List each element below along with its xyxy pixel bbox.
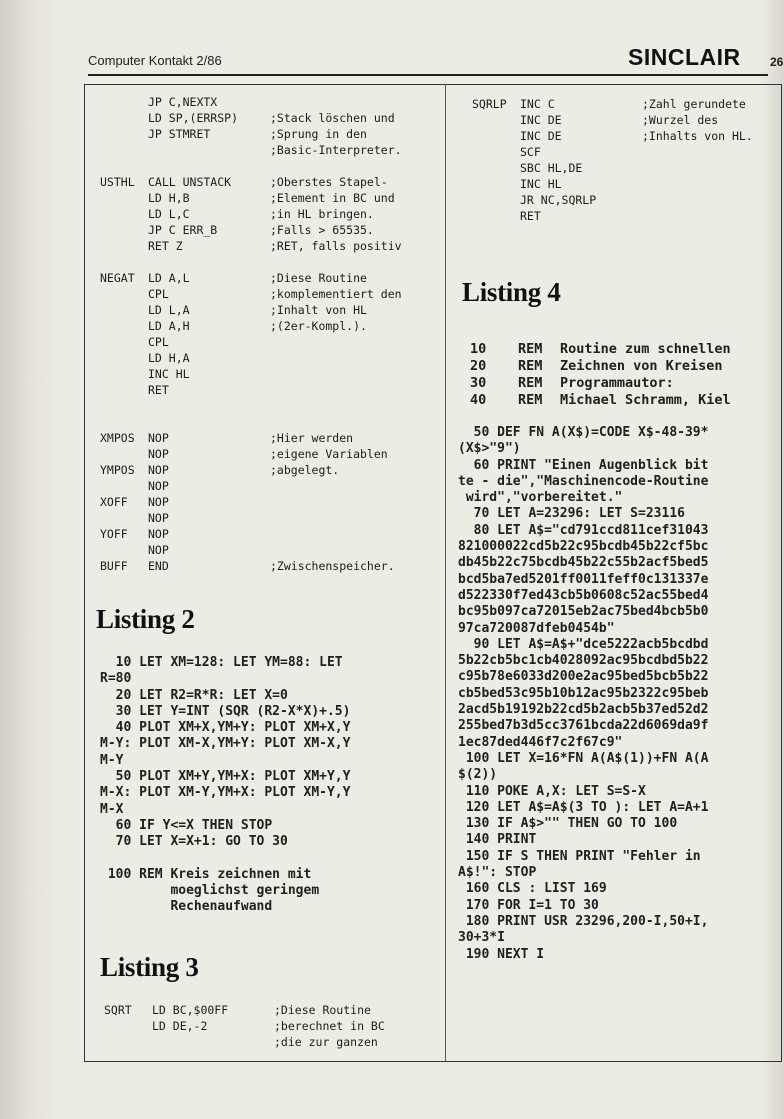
code-line: [100, 286, 402, 302]
basic-line: 100 REM Kreis zeichnen mit: [100, 866, 312, 882]
code-label: [472, 208, 520, 224]
code-line: [100, 350, 402, 366]
rem-keyword: REM: [518, 358, 543, 374]
code-comment: ;Diese Routine: [270, 271, 367, 285]
basic-line: 150 IF S THEN PRINT "Fehler in: [458, 848, 701, 864]
rem-keyword: REM: [518, 375, 543, 391]
code-label: [100, 334, 148, 350]
code-instruction: NOP: [148, 495, 169, 509]
code-label: XMPOS: [100, 431, 135, 445]
basic-line: 120 LET A$=A$(3 TO ): LET A=A+1: [458, 799, 709, 815]
basic-line: 130 IF A$>"" THEN GO TO 100: [458, 816, 678, 832]
code-label: [104, 1034, 152, 1050]
basic-line: M-Y: [100, 752, 124, 768]
code-instruction: LD DE,-2: [152, 1019, 208, 1033]
code-group: [100, 174, 402, 254]
basic-line: 30+3*I: [458, 930, 505, 946]
code-comment: ;Inhalt von HL: [270, 303, 367, 317]
code-label: [100, 190, 148, 206]
code-line: [100, 270, 402, 286]
rem-line: [470, 341, 731, 358]
code-line: [100, 334, 402, 350]
basic-line: 160 CLS : LIST 169: [458, 881, 607, 897]
code-instruction: [148, 398, 270, 414]
basic-line: db45b22c75bcdb45b22c55b2acf5bed5: [458, 555, 709, 571]
code-line: [104, 1018, 385, 1034]
code-label: [100, 366, 148, 382]
code-line: [100, 382, 402, 398]
page-number: 26: [770, 55, 784, 69]
code-comment: ;Hier werden: [270, 431, 354, 445]
basic-line: bc95b097ca72015eb2ac75bed4bcb5b0: [458, 604, 709, 620]
assembler-listing-1: [100, 94, 402, 590]
code-line: [100, 526, 402, 542]
code-line: [100, 94, 402, 110]
code-instruction: LD L,A: [148, 303, 190, 317]
code-line: [100, 110, 402, 126]
column-divider: [445, 84, 446, 1062]
code-comment: ;in HL bringen.: [270, 207, 374, 221]
code-instruction: INC HL: [520, 177, 562, 191]
code-line: [472, 112, 753, 128]
code-instruction: END: [148, 559, 169, 573]
code-line: [472, 176, 753, 192]
code-instruction: [152, 1034, 274, 1050]
assembler-listing-continued: [472, 96, 753, 224]
basic-line: 50 DEF FN A(X$)=CODE X$-48-39*: [458, 425, 709, 440]
code-instruction: [148, 142, 270, 158]
code-line: [104, 1034, 385, 1050]
code-label: [472, 144, 520, 160]
code-instruction: NOP: [148, 543, 169, 557]
code-line: [100, 174, 402, 190]
basic-line: c95b78e6033d200e2ac95bed5bcb5b22: [458, 669, 709, 685]
basic-line: moeglichst geringem: [100, 883, 320, 899]
code-label: [472, 160, 520, 176]
code-label: NEGAT: [100, 271, 135, 285]
basic-line: 180 PRINT USR 23296,200-I,50+I,: [458, 913, 709, 929]
code-comment: ;Sprung in den: [270, 127, 367, 141]
code-instruction: LD BC,$00FF: [152, 1003, 229, 1017]
code-label: YMPOS: [100, 463, 135, 477]
basic-line: 50 PLOT XM+Y,YM+X: PLOT XM+Y,Y: [100, 769, 351, 785]
code-comment: ;Stack löschen und: [270, 111, 395, 125]
rem-line: [470, 392, 731, 409]
code-line: [100, 222, 402, 238]
code-line: [104, 1002, 385, 1018]
rem-line: [470, 375, 731, 392]
code-group: [100, 94, 402, 158]
code-instruction: LD A,H: [148, 319, 190, 333]
code-line: [100, 206, 402, 222]
code-group: [100, 430, 402, 574]
code-comment: ;Wurzel des: [642, 113, 719, 127]
code-instruction: LD H,A: [148, 351, 190, 365]
magazine-issue: Computer Kontakt 2/86: [88, 53, 222, 68]
code-instruction: SCF: [520, 145, 541, 159]
code-line: [100, 462, 402, 478]
code-label: XOFF: [100, 495, 128, 509]
code-label: [100, 222, 148, 238]
code-label: [100, 110, 148, 126]
code-line: [472, 192, 753, 208]
basic-line: cb5bed53c95b10b12ac95b2322c95beb: [458, 685, 709, 701]
code-label: [100, 398, 148, 414]
code-label: [100, 510, 148, 526]
code-instruction: NOP: [148, 511, 169, 525]
basic-line: 70 LET A=23296: LET S=23116: [458, 506, 685, 522]
listing-4-title: Listing 4: [462, 277, 561, 307]
code-comment: ;die zur ganzen: [274, 1035, 378, 1049]
code-line: [100, 318, 402, 334]
rem-text: Programmautor:: [560, 375, 674, 391]
basic-line: 10 LET XM=128: LET YM=88: LET: [100, 655, 343, 670]
code-comment: ;abgelegt.: [270, 463, 340, 477]
code-label: SQRLP: [472, 97, 507, 111]
basic-line: 821000022cd5b22c95bcdb45b22cf5bc: [458, 539, 709, 555]
code-label: [104, 1018, 152, 1034]
basic-line: 100 LET X=16*FN A(A$(1))+FN A(A: [458, 750, 709, 766]
code-line: [100, 542, 402, 558]
code-comment: ;komplementiert den: [270, 287, 402, 301]
code-instruction: CALL UNSTACK: [148, 175, 232, 189]
listing-2-code: [100, 655, 350, 916]
basic-line: bcd5ba7ed5201ff0011feff0c131337e: [458, 571, 709, 587]
basic-line: Rechenaufwand: [100, 899, 273, 915]
code-label: [472, 128, 520, 144]
code-label: [100, 206, 148, 222]
code-instruction: JP C ERR_B: [148, 223, 218, 237]
rem-keyword: REM: [518, 341, 543, 357]
code-line: [100, 302, 402, 318]
code-line: [472, 96, 753, 112]
code-label: [472, 192, 520, 208]
basic-line: 80 LET A$="cd791ccd811cef31043: [458, 522, 709, 538]
code-line: [100, 126, 402, 142]
basic-line: 30 LET Y=INT (SQR (R2-X*X)+.5): [100, 703, 351, 719]
basic-line: $(2)): [458, 767, 498, 783]
code-instruction: JR NC,SQRLP: [520, 193, 597, 207]
code-line: [100, 478, 402, 494]
code-comment: ;Diese Routine: [274, 1003, 371, 1017]
code-instruction: NOP: [148, 431, 169, 445]
line-number: 20: [470, 358, 487, 374]
code-group: [100, 270, 402, 414]
code-line: [472, 144, 753, 160]
basic-line: 20 LET R2=R*R: LET X=0: [100, 687, 288, 703]
code-instruction: JP STMRET: [148, 127, 211, 141]
basic-line: te - die","Maschinencode-Routine: [458, 473, 709, 489]
basic-line: wird","vorbereitet.": [458, 490, 623, 506]
code-instruction: INC C: [520, 97, 555, 111]
code-instruction: INC DE: [520, 129, 562, 143]
code-line: [100, 366, 402, 382]
basic-line: 60 IF Y<=X THEN STOP: [100, 817, 273, 833]
code-line: [100, 142, 402, 158]
code-comment: ;Zahl gerundete: [642, 97, 746, 111]
code-instruction: LD A,L: [148, 271, 190, 285]
section-title: SINCLAIR: [628, 44, 741, 70]
basic-line: 70 LET X=X+1: GO TO 30: [100, 834, 288, 850]
basic-line: [100, 851, 350, 867]
code-instruction: CPL: [148, 335, 169, 349]
page-header: [88, 44, 784, 74]
code-label: [100, 142, 148, 158]
code-comment: ;eigene Variablen: [270, 447, 388, 461]
rem-line: [470, 358, 731, 375]
code-label: [100, 302, 148, 318]
header-rule: [88, 74, 768, 76]
code-instruction: SBC HL,DE: [520, 161, 583, 175]
basic-line: M-X: PLOT XM-Y,YM+X: PLOT XM-Y,Y: [100, 785, 351, 801]
code-instruction: LD H,B: [148, 191, 190, 205]
code-label: [100, 542, 148, 558]
code-instruction: NOP: [148, 479, 169, 493]
basic-line: M-Y: PLOT XM-X,YM+Y: PLOT XM-X,Y: [100, 736, 351, 752]
basic-line: 1ec87ded446f7c2f67c9": [458, 734, 623, 750]
code-label: BUFF: [100, 559, 128, 573]
code-label: [472, 176, 520, 192]
basic-line: 90 LET A$=A$+"dce5222acb5bcdbd: [458, 636, 709, 652]
line-number: 10: [470, 341, 487, 357]
code-comment: ;Zwischenspeicher.: [270, 559, 395, 573]
code-instruction: NOP: [148, 447, 169, 461]
listing-3-title: Listing 3: [100, 952, 199, 982]
basic-line: 2acd5b19192b22cd5b2acb5b37ed52d2: [458, 702, 709, 718]
basic-line: d522330f7ed43cb5b0608c52ac55bed4: [458, 587, 709, 603]
code-line: [100, 558, 402, 574]
code-line: [100, 446, 402, 462]
code-instruction: NOP: [148, 463, 169, 477]
rem-text: Michael Schramm, Kiel: [560, 392, 731, 408]
code-comment: ;RET, falls positiv: [270, 239, 402, 253]
code-line: [472, 208, 753, 224]
code-label: [100, 350, 148, 366]
code-line: [100, 398, 402, 414]
basic-line: A$!": STOP: [458, 865, 537, 881]
rem-keyword: REM: [518, 392, 543, 408]
code-label: [100, 238, 148, 254]
line-number: 30: [470, 375, 487, 391]
code-instruction: LD L,C: [148, 207, 190, 221]
code-line: [100, 510, 402, 526]
code-line: [100, 238, 402, 254]
code-label: [100, 446, 148, 462]
code-instruction: CPL: [148, 287, 169, 301]
listing-2-title: Listing 2: [96, 604, 195, 634]
code-label: [100, 126, 148, 142]
code-instruction: JP C,NEXTX: [148, 95, 218, 109]
code-instruction: RET Z: [148, 239, 183, 253]
code-comment: ;Element in BC und: [270, 191, 395, 205]
code-label: [100, 286, 148, 302]
basic-line: R=80: [100, 671, 132, 687]
basic-line: M-X: [100, 801, 124, 817]
basic-line: 5b22cb5bc1cb4028092ac95bcdbd5b22: [458, 653, 709, 669]
code-label: [472, 112, 520, 128]
line-number: 40: [470, 392, 487, 408]
basic-line: 110 POKE A,X: LET S=S-X: [458, 783, 646, 799]
code-line: [472, 160, 753, 176]
code-label: [100, 382, 148, 398]
basic-line: 60 PRINT "Einen Augenblick bit: [458, 457, 709, 473]
code-line: [100, 430, 402, 446]
basic-line: 140 PRINT: [458, 832, 537, 848]
code-comment: ;(2er-Kompl.).: [270, 319, 367, 333]
listing-4-rem-block: [470, 341, 731, 409]
code-label: [100, 478, 148, 494]
code-label: SQRT: [104, 1003, 132, 1017]
code-line: [100, 190, 402, 206]
code-label: [100, 94, 148, 110]
code-instruction: LD SP,(ERRSP): [148, 111, 239, 125]
listing-4-code: [458, 425, 708, 963]
code-label: YOFF: [100, 527, 128, 541]
rem-text: Routine zum schnellen: [560, 341, 731, 357]
code-instruction: RET: [148, 383, 169, 397]
code-comment: ;Basic-Interpreter.: [270, 143, 402, 157]
basic-line: 255bed7b3d5cc3761bcda22d6069da9f: [458, 718, 709, 734]
code-label: [100, 318, 148, 334]
code-instruction: INC DE: [520, 113, 562, 127]
code-line: [100, 494, 402, 510]
basic-line: 40 PLOT XM+X,YM+Y: PLOT XM+X,Y: [100, 720, 351, 736]
basic-line: (X$>"9"): [458, 441, 521, 457]
code-comment: ;Falls > 65535.: [270, 223, 374, 237]
code-line: [472, 128, 753, 144]
basic-line: 170 FOR I=1 TO 30: [458, 897, 599, 913]
code-instruction: NOP: [148, 527, 169, 541]
code-comment: ;berechnet in BC: [274, 1019, 385, 1033]
listing-3-code: [104, 1002, 385, 1050]
code-comment: ;Oberstes Stapel-: [270, 175, 388, 189]
basic-line: 97ca720087dfeb0454b": [458, 620, 615, 636]
code-instruction: INC HL: [148, 367, 190, 381]
rem-text: Zeichnen von Kreisen: [560, 358, 723, 374]
basic-line: 190 NEXT I: [458, 946, 545, 962]
code-instruction: RET: [520, 209, 541, 223]
code-comment: ;Inhalts von HL.: [642, 129, 753, 143]
code-label: USTHL: [100, 175, 135, 189]
